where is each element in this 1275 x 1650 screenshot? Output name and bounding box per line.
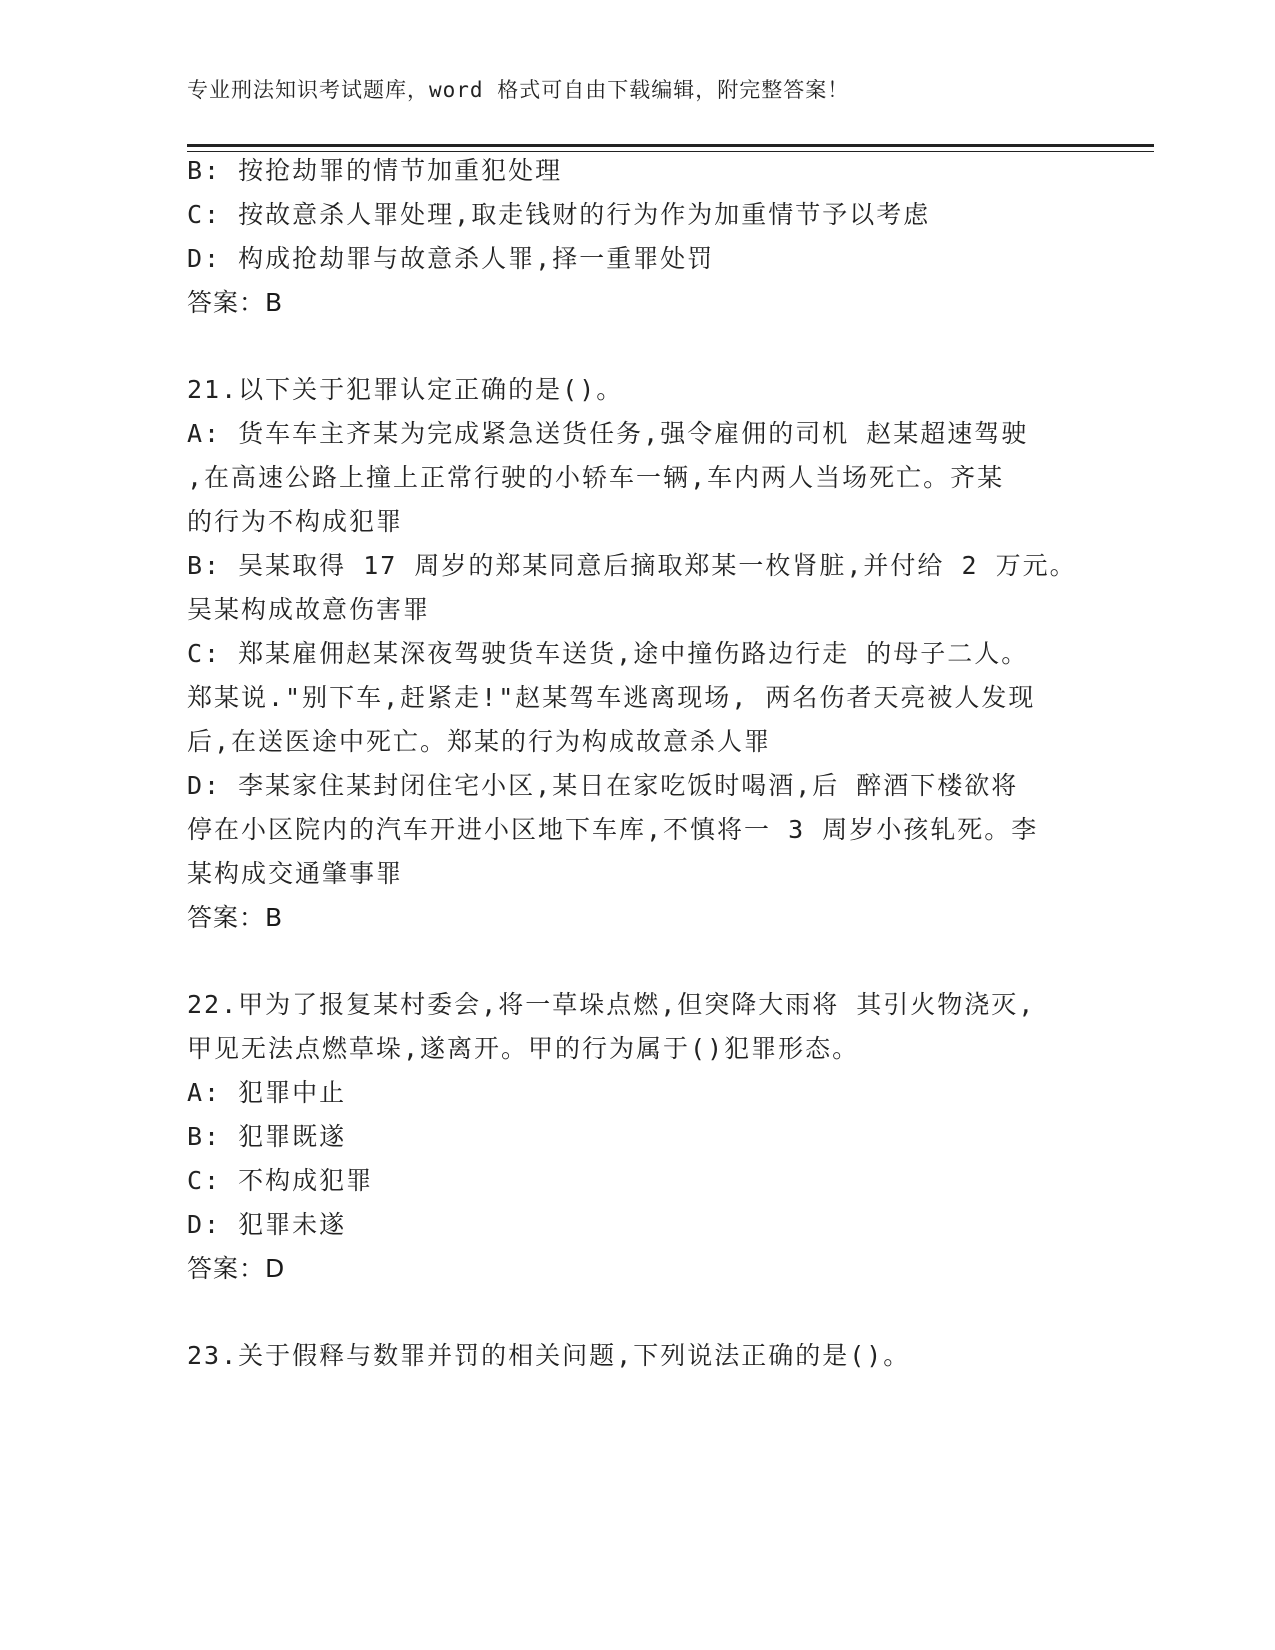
q21-option-d-line1: D: 李某家住某封闭住宅小区,某日在家吃饭时喝酒,后 醉酒下楼欲将 <box>187 771 1019 800</box>
q21-stem: 21.以下关于犯罪认定正确的是()。 <box>187 375 624 404</box>
q21-answer: 答案：B <box>187 903 284 932</box>
q20-answer: 答案：B <box>187 288 284 317</box>
q22-option-a: A: 犯罪中止 <box>187 1078 347 1107</box>
q21-option-c-line2: 郑某说."别下车,赶紧走!"赵某驾车逃离现场, 两名伤者天亮被人发现 <box>187 683 1036 712</box>
q22-stem-line2: 甲见无法点燃草垛,遂离开。甲的行为属于()犯罪形态。 <box>187 1034 860 1063</box>
q21-option-a-line1: A: 货车车主齐某为完成紧急送货任务,强令雇佣的司机 赵某超速驾驶 <box>187 419 1029 448</box>
q20-option-d: D: 构成抢劫罪与故意杀人罪,择一重罪处罚 <box>187 244 715 273</box>
q21-option-c-line3: 后,在送医途中死亡。郑某的行为构成故意杀人罪 <box>187 727 772 756</box>
q21-option-b-line2: 吴某构成故意伤害罪 <box>187 595 431 624</box>
q21-option-d-line3: 某构成交通肇事罪 <box>187 859 404 888</box>
q22-answer: 答案：D <box>187 1254 286 1283</box>
q22-option-d: D: 犯罪未遂 <box>187 1210 347 1239</box>
q23-stem: 23.关于假释与数罪并罚的相关问题,下列说法正确的是()。 <box>187 1341 911 1370</box>
q21-option-a-line3: 的行为不构成犯罪 <box>187 507 404 536</box>
q22-option-c: C: 不构成犯罪 <box>187 1166 374 1195</box>
q21-option-c-line1: C: 郑某雇佣赵某深夜驾驶货车送货,途中撞伤路边行走 的母子二人。 <box>187 639 1029 668</box>
header-note: 专业刑法知识考试题库，word 格式可自由下载编辑，附完整答案！ <box>187 78 850 102</box>
q22-stem-line1: 22.甲为了报复某村委会,将一草垛点燃,但突降大雨将 其引火物浇灭, <box>187 990 1036 1019</box>
q20-option-b: B: 按抢劫罪的情节加重犯处理 <box>187 156 563 185</box>
q21-option-a-line2: ,在高速公路上撞上正常行驶的小轿车一辆,车内两人当场死亡。齐某 <box>187 463 1005 492</box>
header-divider-thin <box>187 151 1154 152</box>
q20-option-c: C: 按故意杀人罪处理,取走钱财的行为作为加重情节予以考虑 <box>187 200 931 229</box>
q22-option-b: B: 犯罪既遂 <box>187 1122 347 1151</box>
q21-option-d-line2: 停在小区院内的汽车开进小区地下车库,不慎将一 3 周岁小孩轧死。李 <box>187 815 1039 844</box>
q21-option-b-line1: B: 吴某取得 17 周岁的郑某同意后摘取郑某一枚肾脏,并付给 2 万元。 <box>187 551 1077 580</box>
header-divider-thick <box>187 144 1154 147</box>
